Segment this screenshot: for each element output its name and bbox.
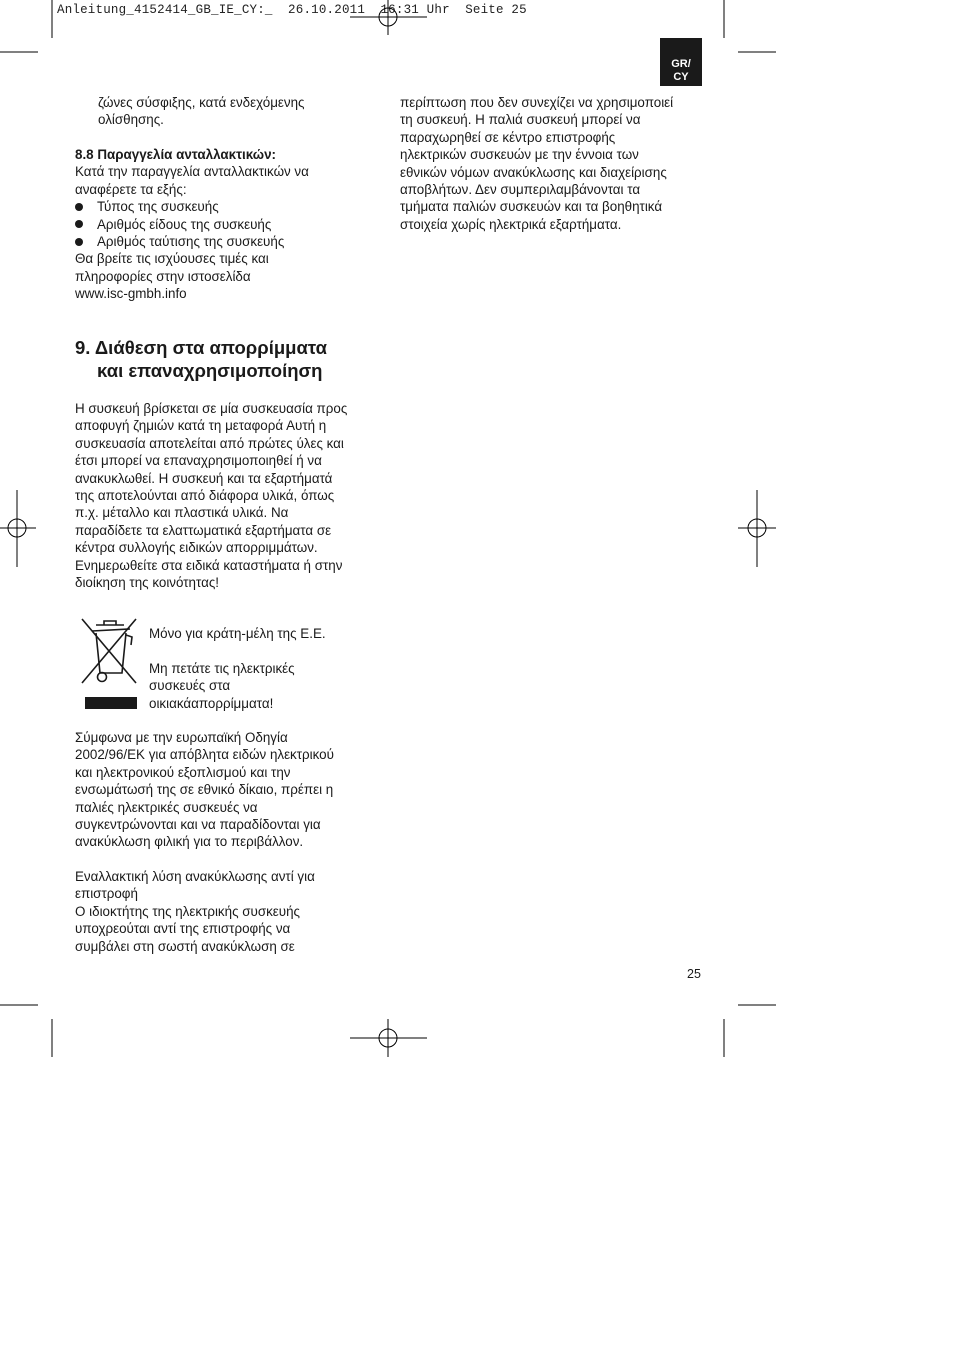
text-line: παραχωρηθεί σε κέντρο επιστροφής: [400, 129, 616, 145]
packaging-paragraph: [75, 400, 380, 591]
crossed-out-wheelie-bin-icon: [78, 615, 140, 711]
text-line: αποβλήτων. Δεν συμπεριλαμβάνονται τα: [400, 182, 641, 198]
text-line: ανακύκλωση φιλική για το περιβάλλον.: [75, 834, 304, 850]
text-line: παλιές ηλεκτρικές συσκευές να: [75, 799, 258, 815]
text-line: Κατά την παραγγελία ανταλλακτικών να: [75, 164, 309, 180]
bullet-icon: [75, 203, 83, 211]
text-line: αποφυγή ζημιών κατά τη μεταφορά Αυτή η: [75, 418, 327, 434]
text-line: περίπτωση που δεν συνεχίζει να χρησιμοποιεί: [400, 95, 674, 110]
text-line: ανακυκλωθεί. Η συσκευή και τα εξαρτήματά: [75, 470, 333, 486]
text-line: τμήματα παλιών συσκευών και τα βοηθητικά: [400, 199, 663, 215]
text-line: κέντρα συλλογής ειδικών απορριμμάτων.: [75, 540, 318, 556]
slug-date: 26.10.2011: [288, 3, 366, 17]
text-line: υποχρεούται αντί της επιστροφής να: [75, 921, 291, 937]
directive-paragraph: [75, 729, 380, 851]
continuation-text: [98, 94, 388, 129]
language-tab: [660, 38, 702, 86]
text-line: ηλεκτρικών συσκευών με την έννοια των: [400, 147, 639, 163]
text-line: και ηλεκτρονικού εξοπλισμού και την: [75, 764, 291, 780]
text-line: Ενημερωθείτε στα ειδικά καταστήματα ή στην: [75, 557, 343, 573]
text-line: συμβάλει στη σωστή ανακύκλωση σε: [75, 938, 295, 954]
text-line: ολίσθησης.: [98, 112, 164, 128]
text-line: Ο ιδιοκτήτης της ηλεκτρικής συσκευής: [75, 903, 300, 919]
weee-note-line1: Μόνο για κράτη-μέλη της Ε.Ε.: [149, 626, 326, 641]
list-item-label: Αριθμός ταύτισης της συσκευής: [97, 234, 285, 250]
right-column-paragraph: [400, 94, 710, 233]
list-item: [75, 198, 380, 215]
list-item: [75, 233, 380, 250]
page-number: 25: [687, 967, 701, 981]
text-line: της αποτελούνται από διάφορα υλικά, όπως: [75, 488, 335, 504]
text-line: αναφέρετε τα εξής:: [75, 181, 187, 197]
text-line: συγκεντρώνονται και να παραδίδονται για: [75, 817, 321, 833]
slug-page: Seite 25: [465, 3, 527, 17]
text-line: Η συσκευή βρίσκεται σε μία συσκευασία προς: [75, 401, 348, 416]
slug-time: 16:31 Uhr: [380, 3, 450, 17]
text-line: παραδίδετε τα ελαττωματικά εξαρτήματα σε: [75, 522, 332, 538]
text-line: οικιακάαπορρίμματα!: [149, 695, 274, 711]
text-line: Θα βρείτε τις ισχύουσες τιμές και: [75, 251, 269, 267]
language-tab-line2: CY: [673, 71, 689, 83]
text-line: 2002/96/ΕΚ για απόβλητα ειδών ηλεκτρικού: [75, 747, 334, 763]
list-item: [75, 216, 380, 233]
text-line: επιστροφή: [75, 886, 138, 902]
text-line: π.χ. μέταλλο και πλαστικά υλικά. Να: [75, 505, 289, 521]
text-line: στοιχεία χωρίς ηλεκτρικά εξαρτήματα.: [400, 216, 622, 232]
bullet-icon: [75, 238, 83, 246]
spacer: [149, 642, 379, 659]
text-line: πληροφορίες στην ιστοσελίδα: [75, 268, 251, 284]
text-line: εθνικών νόμων ανακύκλωσης και διαχείρισης: [400, 164, 667, 180]
text-line: διοίκηση της κοινότητας!: [75, 575, 219, 591]
bullet-icon: [75, 220, 83, 228]
text-line: έτσι μπορεί να επαναχρησιμοποιηθεί ή να: [75, 453, 322, 469]
text-line: συσκευασία αποτελείται από πρώτες ύλες και: [75, 435, 344, 451]
text-line: τη συσκευή. Η παλιά συσκευή μπορεί να: [400, 112, 641, 128]
language-tab-line1: GR/: [671, 58, 691, 70]
list-item-label: Τύπος της συσκευής: [97, 199, 219, 215]
text-line: συσκευές στα: [149, 678, 231, 694]
text-line: Σύμφωνα με την ευρωπαϊκή Οδηγία: [75, 730, 288, 745]
text-line: Εναλλακτική λύση ανακύκλωσης αντί για: [75, 869, 315, 884]
heading-line: και επαναχρησιμοποίηση: [97, 360, 323, 381]
website-link[interactable]: www.isc-gmbh.info: [75, 286, 187, 302]
list-item-label: Αριθμός είδους της συσκευής: [97, 216, 272, 232]
slug-filename: Anleitung_4152414_GB_IE_CY:_: [57, 3, 273, 17]
alternative-paragraph: [75, 868, 380, 955]
weee-note: [149, 625, 379, 712]
text-line: Μη πετάτε τις ηλεκτρικές: [149, 660, 295, 676]
text-line: ζώνες σύσφιξης, κατά ενδεχόμενης: [98, 95, 305, 110]
section-8-8: [75, 146, 380, 303]
section-8-8-heading: 8.8 Παραγγελία ανταλλακτικών:: [75, 147, 277, 162]
heading-line: 9. Διάθεση στα απορρίμματα: [75, 337, 327, 358]
text-line: ενσωμάτωσή της σε εθνικό δίκαιο, πρέπει η: [75, 782, 334, 798]
section-9-heading: [75, 336, 380, 382]
